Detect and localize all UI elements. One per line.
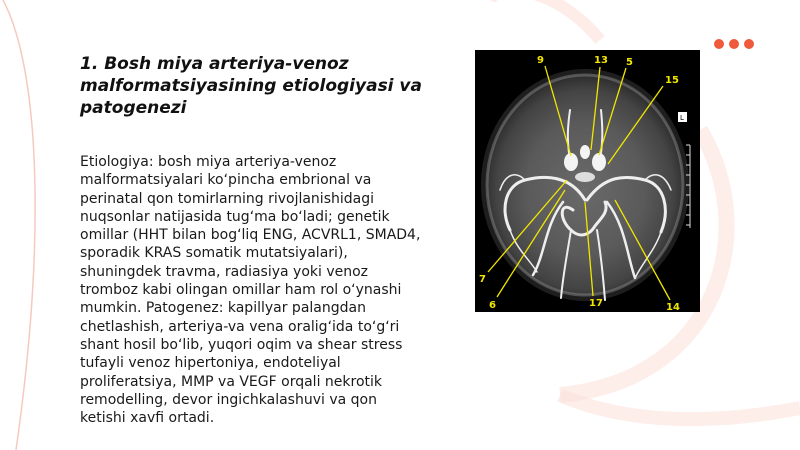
vessel-bulb	[592, 153, 606, 171]
figure-label-13: 13	[594, 55, 608, 66]
slide-title: 1. Bosh miya arteriya-venoz malformatsiyasining etiologiyasi va patogenezi	[80, 54, 422, 118]
figure-label-7: 7	[479, 274, 486, 285]
brain-angiography-image	[475, 50, 700, 312]
figure-label-6: 6	[489, 300, 496, 311]
dot	[729, 39, 739, 49]
figure-label-9: 9	[537, 55, 544, 66]
slide-body-text: Etiologiya: bosh miya arteriya-venoz malformatsiyalari koʻpincha embrional va perinatal qon tomirlarning rivojlanishidagi nuqsonlar natijasida tugʻma boʻladi; genetik omillar (HHT bilan bogʻliq ENG, ACVRL1, SMAD4, sporadik KRAS somatik mutatsiyalari), shuningdek travma, radiasiya yoki venoz tromboz kabi olingan omillar ham rol oʻynashi mumkin. Patogenez: kapillyar palangdan chetlashish, arteriya-va vena oraligʻida toʻgʻri shant hosil boʻlib, yuqori oqim va shear stress tufayli venoz hipertoniya, endoteliyal proliferatsiya, MMP va VEGF orqali nekrotik remodelling, devor ingichkalashuvi va qon ketishi xavfi ortadi.	[80, 154, 421, 427]
dot	[744, 39, 754, 49]
figure-label-17: 17	[589, 298, 603, 309]
decorative-dots	[714, 39, 754, 49]
vessel-bulb	[575, 172, 595, 182]
orientation-marker: L	[680, 114, 684, 122]
figure-label-14: 14	[666, 302, 680, 312]
figure-label-5: 5	[626, 57, 633, 68]
dot	[714, 39, 724, 49]
figure-label-15: 15	[665, 75, 679, 86]
vessel-bulb	[580, 145, 590, 159]
